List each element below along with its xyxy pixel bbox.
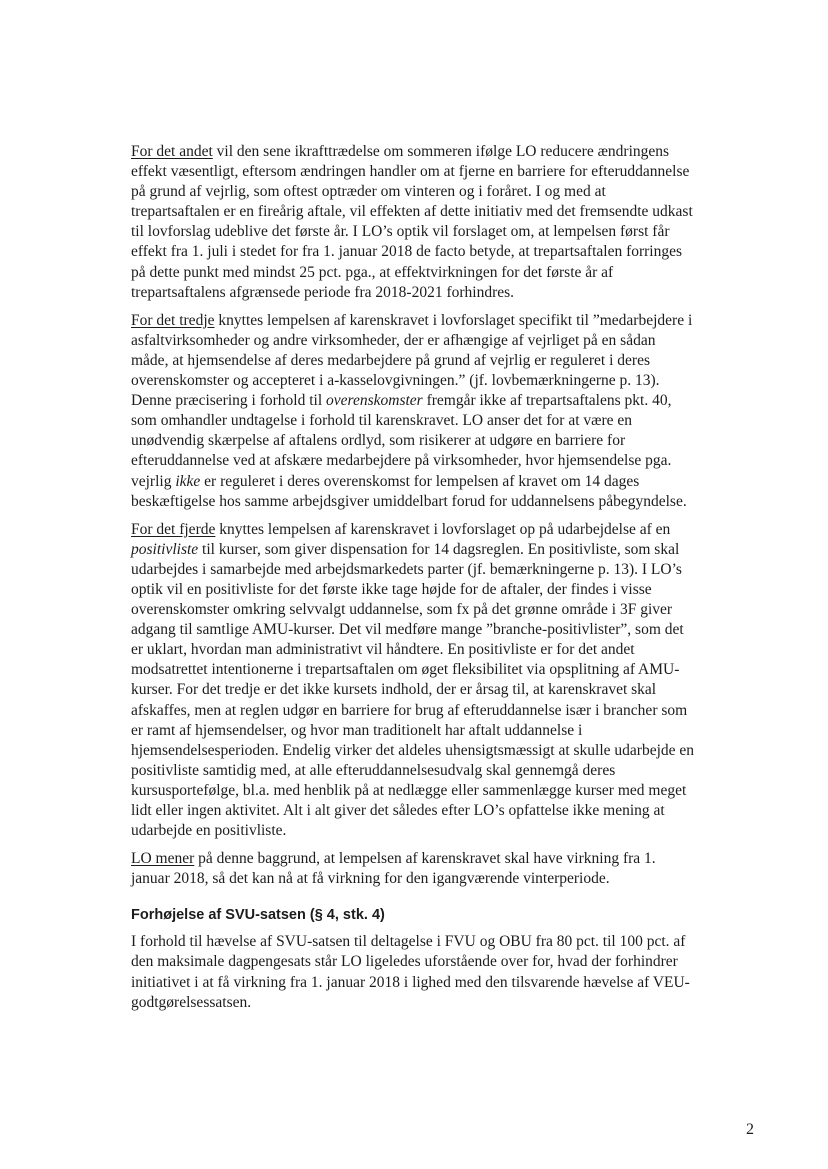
paragraph-svu-rate <box>131 932 696 1012</box>
paragraph-text: knyttes lempelsen af karenskravet i lovforslaget op på udarbejdelse af en <box>215 520 671 538</box>
paragraph-text: I forhold til hævelse af SVU-satsen til deltagelse i FVU og OBU fra 80 pct. til 100 pct. af den maksimale dagpengesats står LO ligeledes uforstående over for, hvad der forhindrer initiativet i at få virkning fra 1. januar 2018 i lighed med den tilsvarende hævelse af VEU-godtgørelsessatsen. <box>131 933 690 1011</box>
section-heading: Forhøjelse af SVU-satsen (§ 4, stk. 4) <box>131 907 385 924</box>
paragraph-lo-conclusion <box>131 849 696 889</box>
paragraph-third-point <box>131 311 696 512</box>
paragraph-fourth-point <box>131 520 696 842</box>
paragraph-lead: For det tredje <box>131 311 215 329</box>
italic-term: positivliste <box>131 540 199 558</box>
document-body <box>131 142 696 1021</box>
paragraph-lead: For det andet <box>131 143 213 160</box>
paragraph-text: på denne baggrund, at lempelsen af karenskravet skal have virkning fra 1. januar 2018, så det kan nå at få virkning for den igangværende vinterperiode. <box>131 850 656 888</box>
italic-term: overenskomster <box>326 392 423 410</box>
paragraph-text: til kurser, som giver dispensation for 14 dagsreglen. En positivliste, som skal udarbejdes i samarbejde med arbejdsmarkedets parter (jf. bemærkningerne p. 13). I LO’s optik vil en positivliste for det første ikke tage højde for de aftaler, der findes i visse overenskomster omkring selvvalgt uddannelse, som fx på det grønne område i 3F giver adgang til samtlige AMU-kurser. Det vil medføre mange ”branche-positivlister”, som det er uklart, hvordan man administrativt vil håndtere. En positivliste er for det andet modsatrettet intentionerne i trepartsaftalen om øget fleksibilitet via opsplitning af AMU-kurser. For det tredje er det ikke kursets indhold, der er årsag til, at karenskravet skal afskaffes, men at reglen udgør en barriere for brug af efteruddannelse især i brancher som er ramt af hjemsendelser, og hvor man traditionelt har aftalt uddannelse i hjemsendelsesperioden. Endelig virker det aldeles uhensigtsmæssigt at skulle udarbejde en positivliste samtidig med, at alle efteruddannelsesudvalg skal gennemgå deres kursusportefølge, bl.a. med henblik på at nedlægge eller sammenlægge kurser med meget lidt eller ingen aktivitet. Alt i alt giver det således efter LO’s opfattelse ikke mening at udarbejde en positivliste. <box>131 540 695 840</box>
paragraph-second-point <box>131 142 696 303</box>
page-number: 2 <box>746 1121 754 1138</box>
italic-term: ikke <box>175 472 201 490</box>
paragraph-text: er reguleret i deres overenskomst for lempelsen af kravet om 14 dages beskæftigelse hos samme arbejdsgiver umiddelbart forud for uddannelsens påbegyndelse. <box>131 472 687 510</box>
paragraph-text: vil den sene ikrafttrædelse om sommeren ifølge LO reducere ændringens effekt væsentligt, eftersom ændringen handler om at fjerne en barriere for efteruddannelse på grund af vejrlig, som oftest optræder om vinteren og i foråret. I og med at trepartsaftalen er en fireårig aftale, vil effekten af dette initiativ med det fremsendte udkast til lovforslag udeblive det første år. I LO’s optik vil forslaget om, at lempelsen først får effekt fra 1. juli i stedet for fra 1. januar 2018 de facto betyde, at trepartsaftalen forringes på dette punkt med mindst 25 pct. pga., at effektvirkningen for det første år af trepartsaftalens afgrænsede periode fra 2018-2021 forhindres. <box>131 143 693 301</box>
paragraph-lead: LO mener <box>131 850 195 868</box>
paragraph-lead: For det fjerde <box>131 520 216 538</box>
paragraph-text: knyttes lempelsen af karenskravet i lovforslaget specifikt til ”medarbejdere i asfaltvirksomheder og andre virksomheder, der er afhængige af vejrliget på en sådan måde, at hjemsendelse af deres medarbejdere på grund af vejrlig er reguleret i deres overenskomster og accepteret i a-kasselovgivningen.” (jf. lovbemærkningerne p. 13). Denne præcisering i forhold til <box>131 311 693 410</box>
paragraph-text: fremgår ikke af trepartsaftalens pkt. 40, som omhandler undtagelse i forhold til karenskravet. LO anser det for at være en unødvendig skærpelse af aftalens ordlyd, som risikerer at udgøre en barriere for efteruddannelse ved at afskære medarbejdere på virksomheder, hvor hjemsendelse pga. vejrlig <box>131 392 672 490</box>
